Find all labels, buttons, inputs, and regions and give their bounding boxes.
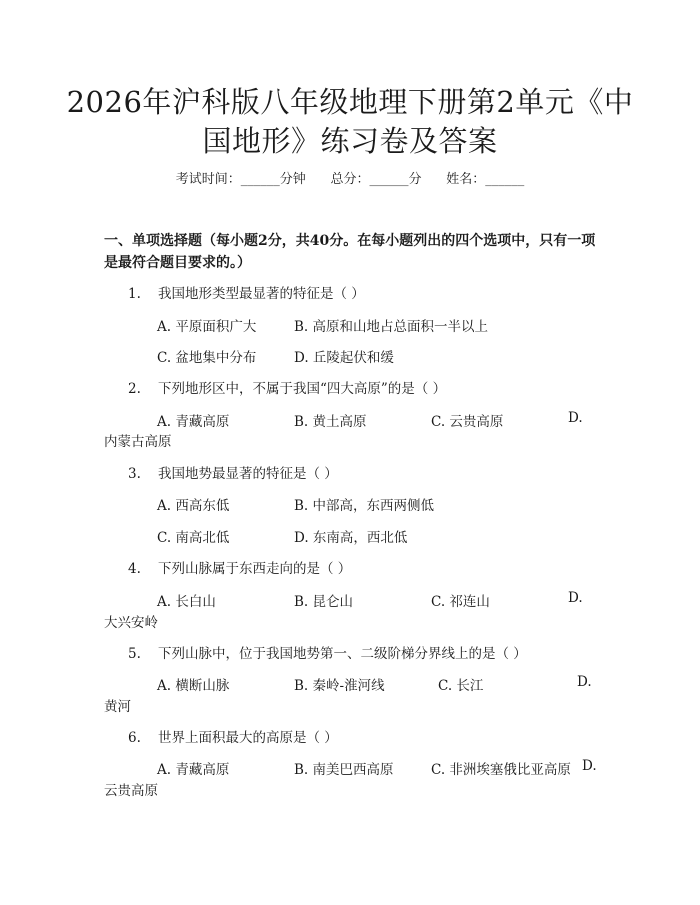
question-stem: 下列山脉属于东西走向的是（ ） bbox=[158, 561, 352, 577]
q5-option-d-text: 黄河 bbox=[104, 699, 131, 715]
q4-option-d-text: 大兴安岭 bbox=[104, 615, 158, 631]
page-title-line1: 2026年沪科版八年级地理下册第2单元《中 bbox=[66, 85, 634, 119]
q1-option-d: D. 丘陵起伏和缓 bbox=[294, 350, 394, 366]
q3-option-a: A. 西高东低 bbox=[157, 498, 230, 514]
q1-option-c: C. 盆地集中分布 bbox=[157, 350, 257, 366]
q5-option-a: A. 横断山脉 bbox=[157, 678, 230, 694]
exam-meta: 考试时间：______分钟 总分：______分 姓名：______ bbox=[175, 172, 525, 187]
question-4 bbox=[128, 557, 351, 577]
q5-option-b: B. 秦岭-淮河线 bbox=[294, 678, 385, 694]
q3-option-b: B. 中部高，东西两侧低 bbox=[294, 498, 435, 514]
q6-option-b: B. 南美巴西高原 bbox=[294, 762, 394, 778]
question-3 bbox=[128, 462, 338, 482]
question-number: 1. bbox=[128, 286, 141, 302]
question-1 bbox=[128, 282, 365, 302]
q6-option-a: A. 青藏高原 bbox=[157, 762, 230, 778]
question-number: 2. bbox=[128, 381, 141, 397]
q3-option-c: C. 南高北低 bbox=[157, 530, 230, 546]
q2-option-a: A. 青藏高原 bbox=[157, 414, 230, 430]
question-6 bbox=[128, 726, 338, 746]
q4-option-c: C. 祁连山 bbox=[431, 594, 490, 610]
q2-option-d-text: 内蒙古高原 bbox=[104, 434, 172, 450]
question-number: 4. bbox=[128, 561, 141, 577]
question-stem: 下列山脉中，位于我国地势第一、二级阶梯分界线上的是（ ） bbox=[158, 646, 527, 662]
q1-option-a: A. 平原面积广大 bbox=[157, 319, 257, 335]
question-2 bbox=[128, 377, 446, 397]
section-heading-line1: 一、单项选择题（每小题2分，共40分。在每小题列出的四个选项中，只有一项 bbox=[104, 233, 596, 249]
q2-option-c: C. 云贵高原 bbox=[431, 414, 504, 430]
q6-option-d-text: 云贵高原 bbox=[104, 783, 158, 799]
q4-option-b: B. 昆仑山 bbox=[294, 594, 354, 610]
page-title-line2: 国地形》练习卷及答案 bbox=[202, 124, 498, 158]
q5-option-c: C. 长江 bbox=[438, 678, 484, 694]
q2-option-b: B. 黄土高原 bbox=[294, 414, 367, 430]
q6-option-c: C. 非洲埃塞俄比亚高原 bbox=[431, 762, 571, 778]
question-number: 6. bbox=[128, 730, 141, 746]
q4-option-a: A. 长白山 bbox=[157, 594, 216, 610]
question-stem: 下列地形区中，不属于我国“四大高原”的是（ ） bbox=[158, 381, 447, 397]
q3-option-d: D. 东南高，西北低 bbox=[294, 530, 408, 546]
question-5 bbox=[128, 642, 527, 662]
q2-option-d: D. bbox=[568, 410, 583, 426]
question-number: 3. bbox=[128, 466, 141, 482]
q5-option-d: D. bbox=[577, 674, 592, 690]
question-stem: 我国地势最显著的特征是（ ） bbox=[158, 466, 338, 482]
question-number: 5. bbox=[128, 646, 141, 662]
question-stem: 世界上面积最大的高原是（ ） bbox=[158, 730, 338, 746]
q4-option-d: D. bbox=[568, 590, 583, 606]
q6-option-d: D. bbox=[582, 758, 597, 774]
question-stem: 我国地形类型最显著的特征是（ ） bbox=[158, 286, 365, 302]
q1-option-b: B. 高原和山地占总面积一半以上 bbox=[294, 319, 489, 335]
section-heading-line2: 是最符合题目要求的。） bbox=[104, 255, 251, 271]
